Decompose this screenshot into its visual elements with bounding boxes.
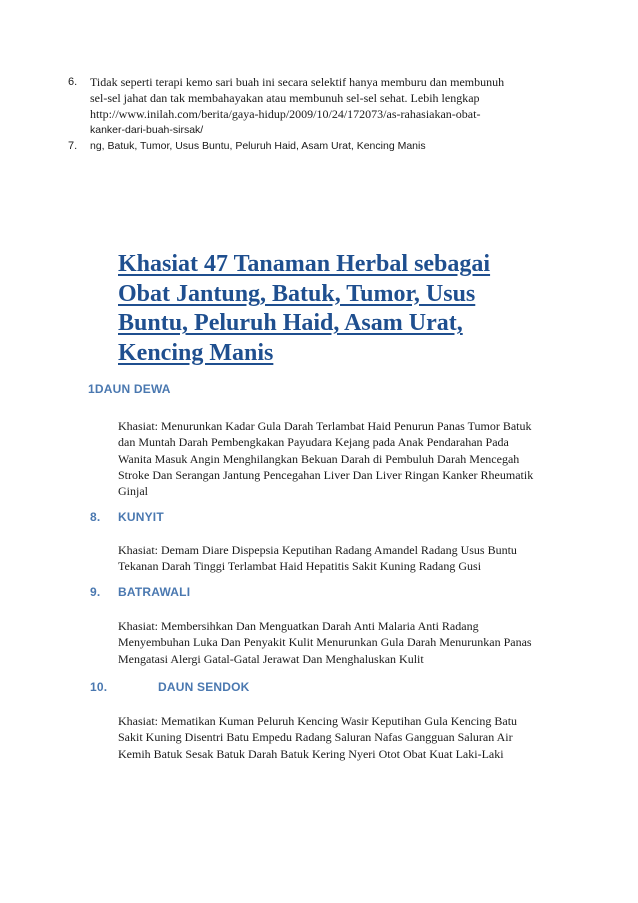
- section-body-kunyit: [118, 542, 568, 575]
- list-number: 6.: [68, 76, 78, 88]
- list-item-6: [68, 74, 570, 138]
- body-line: Khasiat: Demam Diare Dispepsia Keputihan Radang Amandel Radang Usus Buntu: [118, 543, 517, 557]
- body-line: Sakit Kuning Disentri Batu Empedu Radang Saluran Nafas Gangguan Saluran Air: [118, 730, 513, 745]
- headline-line: Khasiat 47 Tanaman Herbal sebagai: [118, 251, 491, 277]
- section-body-daun-dewa: [118, 418, 568, 499]
- section-number: 1: [88, 382, 95, 396]
- section-title: BATRAWALI: [118, 585, 191, 599]
- section-heading-batrawali: [90, 585, 190, 599]
- list-line: sel-sel jahat dan tak membahayakan atau membunuh sel-sel sehat. Lebih lengkap: [90, 91, 480, 105]
- body-line: Ginjal: [118, 484, 148, 499]
- section-title: KUNYIT: [118, 510, 164, 524]
- body-line: Tekanan Darah Tinggi Terlambat Haid Hepatitis Sakit Kuning Radang Gusi: [118, 559, 482, 574]
- list-link-line[interactable]: http://www.inilah.com/berita/gaya-hidup/2009/10/24/172073/as-rahasiakan-obat-: [90, 107, 481, 121]
- body-line: Khasiat: Membersihkan Dan Menguatkan Darah Anti Malaria Anti Radang: [118, 619, 479, 633]
- section-number: 10.: [90, 680, 108, 694]
- section-title: DAUN DEWA: [94, 382, 171, 396]
- list-line: Tidak seperti terapi kemo sari buah ini secara selektif hanya memburu dan membunuh: [90, 75, 505, 89]
- headline-line: Kencing Manis: [118, 339, 274, 366]
- headline-line: Obat Jantung, Batuk, Tumor, Usus: [118, 280, 476, 307]
- section-number: 8.: [90, 510, 101, 524]
- body-line: Mengatasi Alergi Gatal-Gatal Jerawat Dan Menghaluskan Kulit: [118, 651, 424, 666]
- body-line: Kemih Batuk Sesak Batuk Darah Batuk Kering Nyeri Otot Obat Kuat Laki-Laki: [118, 746, 504, 761]
- body-line: Stroke Dan Serangan Jantung Pencegahan Liver Dan Liver Ringan Kanker Rheumatik: [118, 467, 534, 482]
- body-line: Wanita Masuk Angin Menghilangkan Bekuan Darah di Pembuluh Darah Mencegah: [118, 451, 520, 466]
- list-line: ng, Batuk, Tumor, Usus Buntu, Peluruh Haid, Asam Urat, Kencing Manis: [90, 140, 426, 152]
- body-line: dan Muntah Darah Pembengkakan Payudara Kejang pada Anak Pendarahan Pada: [118, 435, 509, 450]
- section-heading-daun-sendok: [90, 680, 250, 694]
- body-line: Menyembuhan Luka Dan Penyakit Kulit Menurunkan Gula Darah Menurunkan Panas: [118, 635, 532, 650]
- article-headline[interactable]: [118, 250, 558, 368]
- list-item-7: [68, 138, 570, 154]
- list-number: 7.: [68, 140, 78, 152]
- body-line: Khasiat: Menurunkan Kadar Gula Darah Terlambat Haid Penurun Panas Tumor Batuk: [118, 419, 532, 433]
- section-heading-kunyit: [90, 510, 164, 524]
- section-body-daun-sendok: [118, 713, 568, 762]
- headline-line: Buntu, Peluruh Haid, Asam Urat,: [118, 310, 463, 336]
- body-line: Khasiat: Mematikan Kuman Peluruh Kencing Wasir Keputihan Gula Kencing Batu: [118, 714, 518, 728]
- section-heading-daun-dewa: [88, 382, 171, 396]
- section-title: DAUN SENDOK: [158, 680, 250, 694]
- section-body-batrawali: [118, 618, 568, 667]
- section-number: 9.: [90, 585, 101, 599]
- list-link-line[interactable]: kanker-dari-buah-sirsak/: [90, 124, 204, 136]
